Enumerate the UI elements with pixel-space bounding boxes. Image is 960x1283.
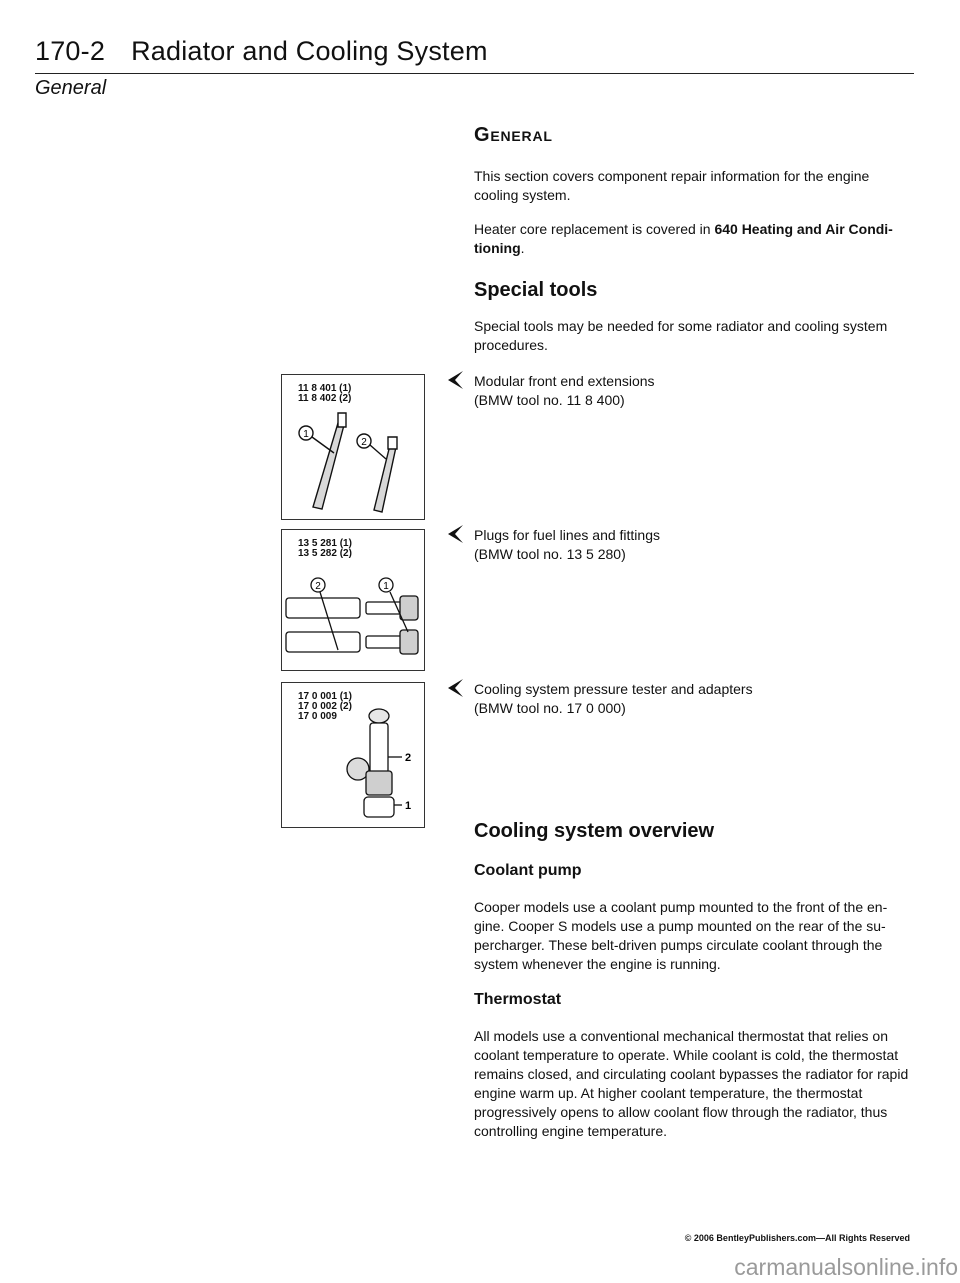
pointer-arrow-icon — [446, 370, 464, 390]
thermostat-heading: Thermostat — [474, 991, 562, 1008]
tool-1-figure — [281, 374, 425, 520]
callout-2: 2 — [361, 437, 367, 448]
general-heading: General — [474, 124, 553, 146]
tool-3-name: Cooling system pressure tester and adapters — [474, 681, 753, 697]
tool-3-figure — [281, 682, 425, 828]
tool-1-number: (BMW tool no. 11 8 400) — [474, 392, 625, 408]
overview-heading: Cooling system overview — [474, 820, 715, 842]
pointer-arrow-icon — [446, 678, 464, 698]
tool-2-number: (BMW tool no. 13 5 280) — [474, 546, 626, 562]
tool-3-number: (BMW tool no. 17 0 000) — [474, 700, 626, 716]
tool-3-part-numbers: 17 0 001 (1) 17 0 002 (2) 17 0 009 — [298, 691, 352, 722]
page-header — [35, 36, 488, 67]
callout-2: 2 — [315, 581, 321, 592]
tool-2-name: Plugs for fuel lines and fittings — [474, 527, 660, 543]
pointer-arrow-icon — [446, 524, 464, 544]
tool-2-figure — [281, 529, 425, 671]
special-tools-intro: Special tools may be needed for some radiator and cooling system procedures. — [474, 318, 888, 353]
tool-1-part-numbers: 11 8 401 (1) 11 8 402 (2) — [298, 383, 352, 404]
page-title: Radiator and Cooling System — [131, 36, 488, 66]
tool-2-part-numbers: 13 5 281 (1) 13 5 282 (2) — [298, 538, 352, 559]
watermark: carmanualsonline.info — [734, 1254, 958, 1280]
callout-1: 1 — [383, 581, 389, 592]
header-rule — [35, 73, 914, 74]
callout-2: 2 — [405, 752, 412, 764]
callout-1: 1 — [303, 429, 309, 440]
thermostat-text: All models use a conventional mechanical thermostat that relies on coolant temperature to operate. While coolant is cold, the thermostat remains closed, and circulating coolant bypasses the radiator for rapid engine warm up. At higher coolant temperature, the thermostat progressively opens to allow coolant flow through the radiator, thus controlling engine temperature. — [474, 1028, 909, 1139]
cross-reference-link[interactable]: 640 Heating and Air Condi-tioning — [474, 221, 893, 256]
tool-1-name: Modular front end extensions — [474, 373, 655, 389]
coolant-pump-heading: Coolant pump — [474, 862, 582, 879]
special-tools-heading: Special tools — [474, 279, 598, 301]
general-paragraph-1: This section covers component repair information for the engine cooling system. — [474, 168, 870, 203]
copyright-footer: © 2006 BentleyPublishers.com—All Rights Reserved — [684, 1233, 910, 1243]
general-paragraph-2: Heater core replacement is covered in 640 Heating and Air Condi-tioning. — [474, 221, 893, 256]
callout-1: 1 — [405, 800, 412, 812]
coolant-pump-text: Cooper models use a coolant pump mounted to the front of the en-gine. Cooper S models use a pump mounted on the rear of the su-percharger. These belt-driven pumps circulate coolant through the system whenever the engine is running. — [474, 899, 888, 972]
page-number: 170-2 — [35, 36, 106, 66]
page-subtitle: General — [35, 77, 107, 99]
